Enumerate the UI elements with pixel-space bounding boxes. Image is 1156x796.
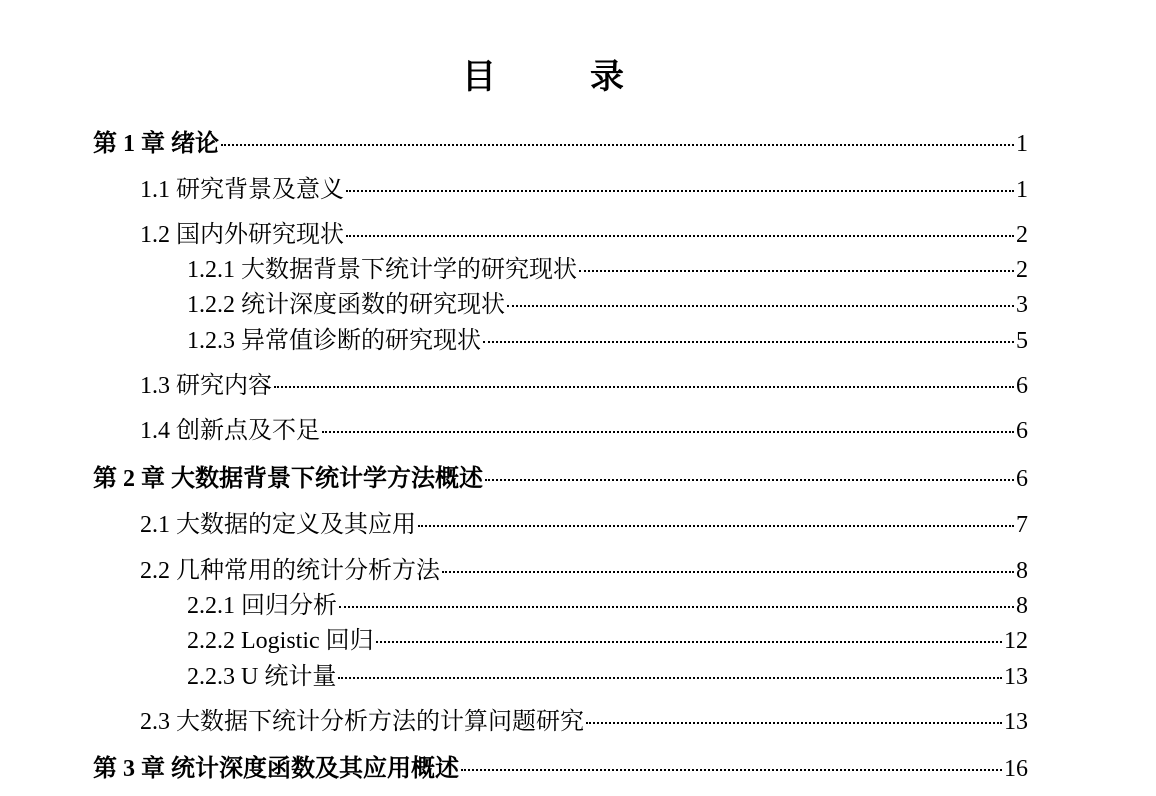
toc-entry-1-1[interactable] xyxy=(140,175,1028,205)
toc-entry-text: 2.2 几种常用的统计分析方法 xyxy=(140,558,440,584)
toc-page-number: 6 xyxy=(1016,418,1028,444)
toc-page-number: 12 xyxy=(1004,628,1028,654)
toc-entry-text: 2.3 大数据下统计分析方法的计算问题研究 xyxy=(140,709,584,735)
toc-entry-2-1[interactable] xyxy=(140,510,1028,540)
toc-entry-2-2[interactable] xyxy=(140,556,1028,586)
toc-page-number: 5 xyxy=(1016,328,1028,354)
toc-page-number: 16 xyxy=(1004,756,1028,782)
toc-entry-chapter-2[interactable] xyxy=(93,464,1028,494)
dot-leader xyxy=(507,305,1014,307)
toc-page-number: 2 xyxy=(1016,257,1028,283)
dot-leader xyxy=(338,677,1002,679)
toc-entry-chapter-1[interactable] xyxy=(93,129,1028,159)
toc-entry-2-2-2[interactable] xyxy=(187,626,1028,656)
toc-entry-1-4[interactable] xyxy=(140,416,1028,446)
toc-entry-text: 第 1 章 绪论 xyxy=(93,131,219,157)
toc-page-number: 6 xyxy=(1016,466,1028,492)
toc-page-number: 6 xyxy=(1016,373,1028,399)
toc-entry-text: 1.3 研究内容 xyxy=(140,373,272,399)
toc-entry-2-2-3[interactable] xyxy=(187,662,1028,692)
toc-page-number: 3 xyxy=(1016,292,1028,318)
dot-leader xyxy=(274,386,1014,388)
toc-entry-chapter-3[interactable] xyxy=(93,754,1028,784)
dot-leader xyxy=(221,144,1014,146)
toc-entry-1-2-2[interactable] xyxy=(187,290,1028,320)
dot-leader xyxy=(346,235,1014,237)
toc-entry-text: 2.2.1 回归分析 xyxy=(187,593,337,619)
dot-leader xyxy=(346,190,1014,192)
toc-entry-1-2-1[interactable] xyxy=(187,255,1028,285)
dot-leader xyxy=(461,769,1002,771)
toc-entry-text: 1.2.2 统计深度函数的研究现状 xyxy=(187,292,505,318)
toc-page-number: 13 xyxy=(1004,709,1028,735)
dot-leader xyxy=(579,270,1014,272)
dot-leader xyxy=(339,606,1014,608)
toc-entry-text: 1.4 创新点及不足 xyxy=(140,418,320,444)
dot-leader xyxy=(376,641,1002,643)
toc-page-number: 7 xyxy=(1016,512,1028,538)
dot-leader xyxy=(483,341,1014,343)
toc-entry-text: 2.2.2 Logistic 回归 xyxy=(187,628,374,654)
toc-entry-text: 1.1 研究背景及意义 xyxy=(140,177,344,203)
toc-page-number: 1 xyxy=(1016,131,1028,157)
toc-page-number: 2 xyxy=(1016,222,1028,248)
toc-entry-text: 1.2.3 异常值诊断的研究现状 xyxy=(187,328,481,354)
toc-page-number: 13 xyxy=(1004,664,1028,690)
dot-leader xyxy=(442,571,1014,573)
toc-entry-text: 1.2 国内外研究现状 xyxy=(140,222,344,248)
toc-entry-1-3[interactable] xyxy=(140,371,1028,401)
toc-entry-2-2-1[interactable] xyxy=(187,591,1028,621)
toc-entry-text: 第 2 章 大数据背景下统计学方法概述 xyxy=(93,466,483,492)
dot-leader xyxy=(418,525,1014,527)
dot-leader xyxy=(322,431,1014,433)
toc-entry-2-3[interactable] xyxy=(140,707,1028,737)
dot-leader xyxy=(586,722,1002,724)
toc-entry-text: 2.1 大数据的定义及其应用 xyxy=(140,512,416,538)
toc-title: 目 录 xyxy=(462,59,654,96)
toc-page-number: 8 xyxy=(1016,593,1028,619)
toc-entry-1-2-3[interactable] xyxy=(187,326,1028,356)
toc-entry-text: 1.2.1 大数据背景下统计学的研究现状 xyxy=(187,257,577,283)
toc-page-number: 8 xyxy=(1016,558,1028,584)
toc-page-number: 1 xyxy=(1016,177,1028,203)
dot-leader xyxy=(485,479,1014,481)
toc-entry-text: 2.2.3 U 统计量 xyxy=(187,664,337,690)
toc-entry-1-2[interactable] xyxy=(140,220,1028,250)
toc-entry-text: 第 3 章 统计深度函数及其应用概述 xyxy=(93,756,459,782)
